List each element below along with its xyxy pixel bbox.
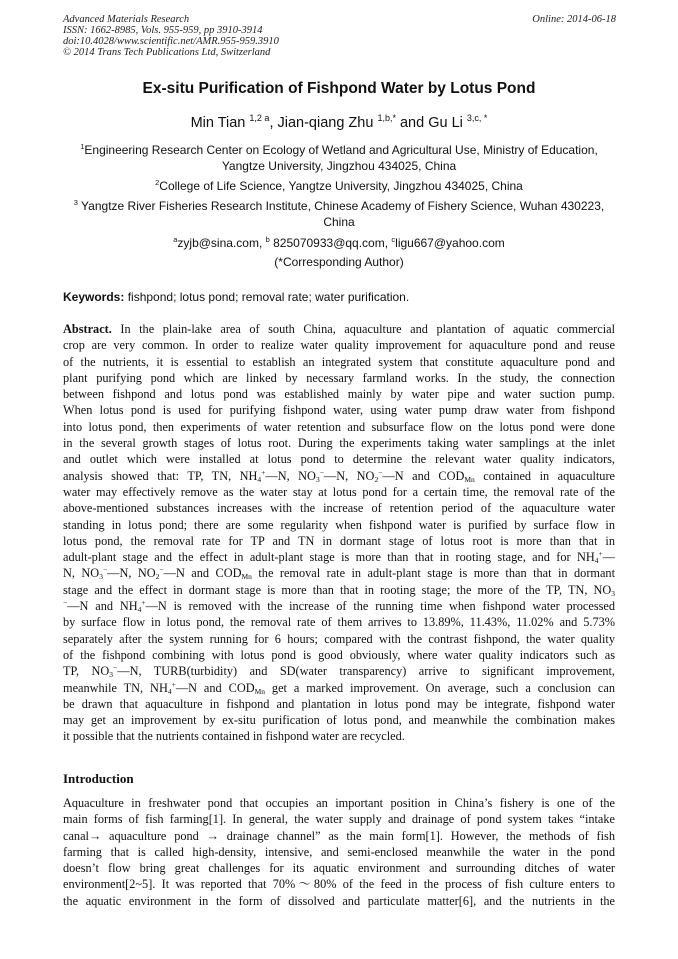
abstract-line: of the nutrients, it is essential to establish an integrated system that constitute aquaculture pond and (63, 354, 615, 369)
abstract-line: meanwhile TN, $NH_4^+—N$ and $COD_{Mn}$ get a marked improvement. On average, such a conclusion can (63, 679, 615, 696)
online-date: Online: 2014-06-18 (532, 14, 616, 25)
abstract-line: analysis showed that: TP, TN, $NH_4^+—N$, $NO_3^-—N$, $NO_2^-—N$ and $COD_{Mn}$ contained in aquaculture (63, 467, 615, 484)
email-link: 825070933@qq.com, (269, 236, 392, 250)
abstract-line: it possible that the nutrients contained in fishpond water are recycled. (63, 729, 405, 744)
abstract-line: plant purifying pond which are linked by necessary farmland works. In the study, the connection (63, 370, 615, 385)
author-name: , Jian-qiang Zhu (269, 115, 378, 131)
corresponding-author-note: (*Corresponding Author) (274, 255, 404, 269)
copyright-line: © 2014 Trans Tech Publications Ltd, Switzerland (63, 47, 271, 58)
abstract-line: crop are very common. In order to realize water quality improvement for aquaculture pond and reuse (63, 338, 615, 353)
affiliation-text: Yangtze River Fisheries Research Institute, Chinese Academy of Fishery Science, Wuhan 430223, China (77, 199, 605, 229)
abstract-line: adult-plant stage and the effect in adult-plant stage is more than that in rooting stage, and for $NH_4^+—$ (63, 549, 615, 566)
author-superscript: 1,2 a (249, 113, 270, 123)
abstract-line: in the several growth stages of lotus root. During the experiments taking water samplings at the inlet (63, 436, 615, 451)
affiliation-number: 1 (80, 142, 85, 151)
email-marker: a (173, 235, 178, 244)
affiliation-3 (63, 195, 615, 230)
abstract-line: may get an improvement by ex-situ purification of lotus pond, and meanwhile the combination makes (63, 713, 615, 728)
email-line (63, 232, 615, 251)
abstract-label: Abstract. (63, 322, 112, 336)
abstract-line: When lotus pond is used for purifying fishpond water, using water pump draw water from fishpond (63, 403, 615, 418)
abstract-line: standing in lotus pond; there are some regularity when fishpond water is purified by surface flow in (63, 517, 615, 532)
abstract-line: above-mentioned substances increases with the increase of retention period of the aquaculture water (63, 501, 615, 516)
abstract-line: into lotus pond, then experiments of water retention and subsurface flow on the lotus pond were done (63, 419, 615, 434)
affiliation-2 (63, 175, 615, 194)
intro-line: canal→ aquaculture pond → drainage channel” as the main form[1]. However, the methods of fish (63, 828, 615, 843)
abstract-line: lotus pond, the removal rate for TP and TN in dormant stage of lotus root is more than that in (63, 533, 615, 548)
abstract-line: −—N and $NH_4^+—N$ is removed with the increase of the running time when fishpond water processed (63, 598, 615, 615)
abstract-line: be drawn that aquaculture in fishpond and plantation in lotus pond may be integrate, fishpond water (63, 696, 615, 711)
abstract-line: N, $NO_3^-—N$, $NO_2^-—N$ and $COD_{Mn}$ the removal rate in adult-plant stage is more than that in dormant (63, 565, 615, 582)
intro-line: main forms of fish farming[1]. In general, the water supply and drainage of pond system takes “intake (63, 812, 615, 827)
introduction-block (63, 795, 615, 909)
abstract-line: stage and the effect in dormant stage is more than that in rooting stage; the more of the TP, TN, $NO_3$ (63, 582, 615, 598)
intro-line: farming that is called high-density, intensive, and semi-enclosed meanwhile the water in the pond (63, 844, 615, 859)
journal-name: Advanced Materials Research (63, 14, 190, 25)
section-heading: Introduction (63, 771, 134, 786)
email-marker: c (391, 235, 396, 244)
keywords-line (63, 290, 615, 304)
email-link: zyjb@sina.com, (177, 236, 266, 250)
abstract-line: of the fishpond combining with lotus pond is good obviously, where water quality indicators such as (63, 647, 615, 662)
author-line (0, 113, 678, 131)
doi-line: doi:10.4028/www.scientific.net/AMR.955-959.3910 (63, 36, 279, 47)
issn-line: ISSN: 1662-8985, Vols. 955-959, pp 3910-3914 (63, 25, 263, 36)
author-name: and Gu Li (395, 115, 467, 131)
abstract-line: and outlet which were installed at lotus pond to determine the relevant water quality indicators, (63, 452, 615, 467)
abstract-line: between fishpond and lotus pond was established mainly by water pipe and water suction pump. (63, 387, 615, 402)
affiliation-text: Engineering Research Center on Ecology of Wetland and Agricultural Use, Ministry of Education, Yangtze University, Jingzhou 434025, China (84, 143, 598, 173)
author-superscript: 1,b,* (377, 113, 396, 123)
author-superscript: 3,c, * (466, 113, 488, 123)
email-link: ligu667@yahoo.com (395, 236, 505, 250)
abstract-line: Abstract. In the plain-lake area of south China, aquaculture and plantation of aquatic commercial (63, 322, 615, 336)
abstract-line: water may effectively remove as the water stay at lotus pond for a certain time, the removal rate of the (63, 484, 615, 499)
abstract-line: TP, $NO_3^-—N$, TURB(turbidity) and SD(water transparency) arrive to significant improvement, (63, 663, 615, 680)
affiliation-1 (63, 139, 615, 174)
abstract-line: separately after the system running for 6 hours; compared with the contrast fishpond, the water quality (63, 631, 615, 646)
paper-title: Ex-situ Purification of Fishpond Water by Lotus Pond (142, 80, 536, 97)
intro-line: the aquatic environment in the form of dissolved and particulate matter[6], and the nutrients in the (63, 893, 615, 908)
abstract-block (63, 321, 615, 745)
author-name: Min Tian (190, 115, 250, 131)
intro-line: doesn’t flow bring great challenges for its aquatic environment and surrounding ditches of water (63, 861, 615, 876)
abstract-line: by surface flow in lotus pond, the removal rate of them arrives to 13.89%, 11.43%, 11.02% and 5.73% (63, 615, 615, 630)
intro-line: environment[2~5]. It was reported that 70%～80% of the feed in the process of fish culture enters to (63, 877, 615, 892)
affiliation-number: 3 (73, 198, 78, 207)
email-marker: b (265, 235, 270, 244)
intro-line: Aquaculture in freshwater pond that occupies an important position in China’s fishery is one of the (63, 796, 615, 810)
affiliation-text: College of Life Science, Yangtze University, Jingzhou 434025, China (159, 179, 523, 193)
keywords-label: Keywords: (63, 290, 125, 304)
affiliation-number: 2 (155, 178, 160, 187)
journal-header (63, 14, 279, 58)
keywords-text: fishpond; lotus pond; removal rate; water purification. (124, 290, 410, 304)
